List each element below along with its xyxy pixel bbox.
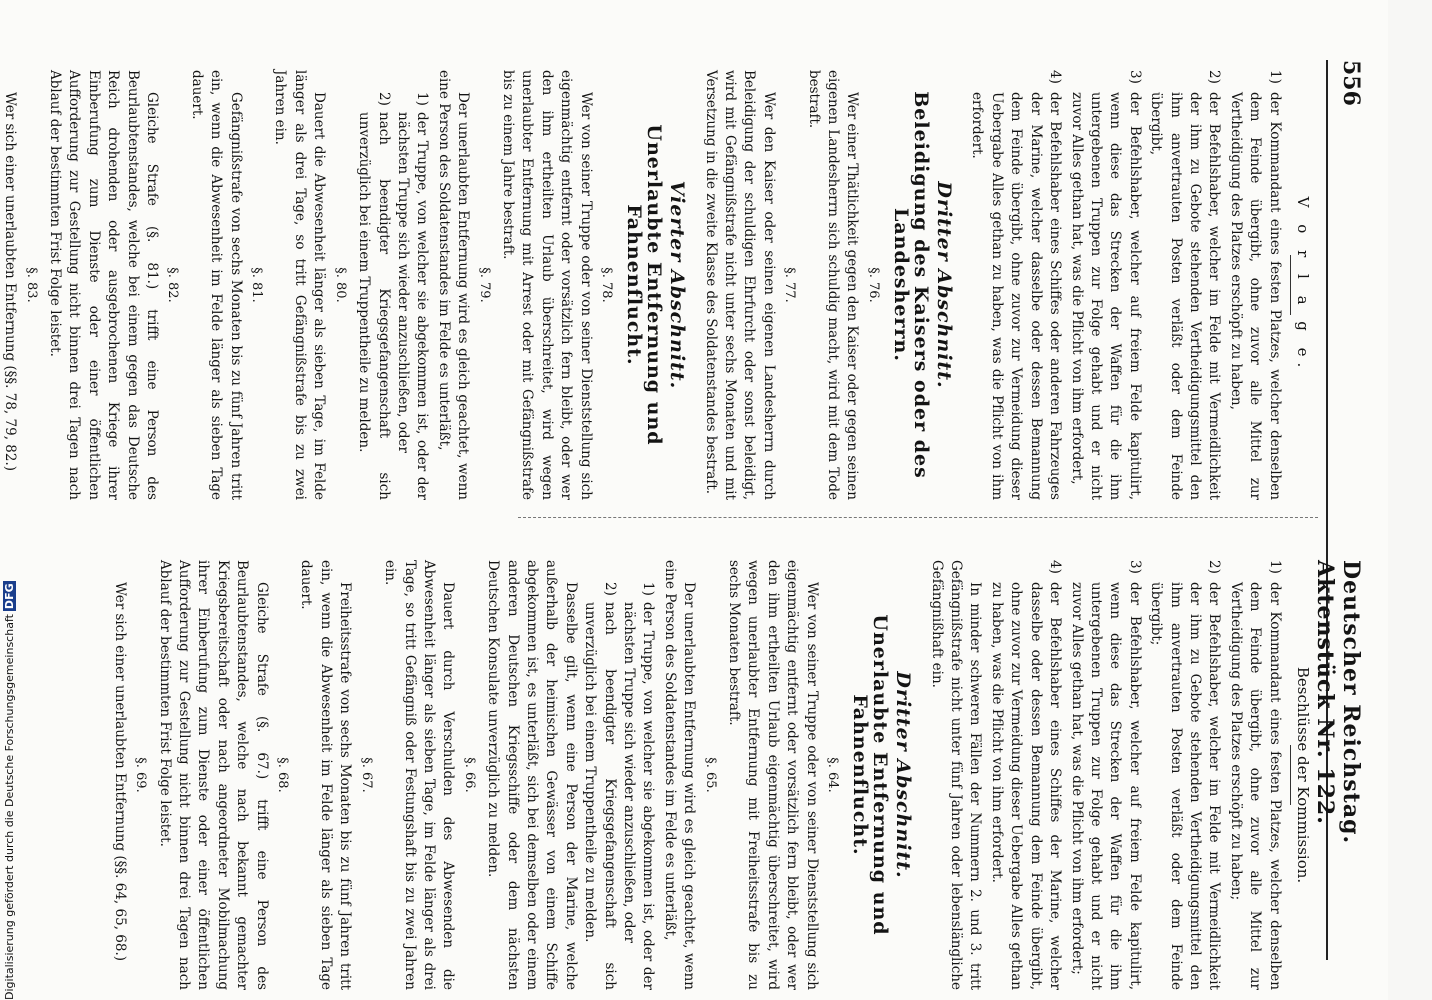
paragraph-text: Der unerlaubten Entfernung wird es gleich geachtet, wenn eine Person des Soldatenstandes im Felde es unterläßt,: [435, 70, 472, 500]
paragraph-mark: §. 64.: [825, 757, 841, 793]
paragraph-text: Wer von seiner Truppe oder von seiner Dienststellung sich eigenmächtig entfernt oder vorsätzlich fern bleibt, oder wer den ihm ertheilten Urlaub eigenmächtig überschreitet, wird wegen unerlaubter Entfernung mit Freiheitsstrafe bis zu sechs Monaten bestraft.: [726, 560, 820, 990]
heading-rule: [1290, 255, 1291, 315]
paragraph-mark: §. 79.: [476, 267, 492, 303]
list-item: 2) nach beendigter Kriegsgefangenschaft sich unverzüglich bei einem Truppentheile zu melden.: [356, 92, 392, 500]
paragraph-text: Gleiche Strafe (§. 81.) trifft eine Person des Beurlaubtenstandes, welche bei einem gegen das Deutsche Reich drohenden oder ausgebrochenen Kriege ihrer Einberufung zum Dienste oder einer öffentlichen Aufforderung zur Gestellung nicht binnen drei Tagen nach Ablauf der bestimmten Frist Folge leistet.: [47, 70, 161, 500]
paragraph-text: In minder schweren Fällen der Nummern 2. und 3. tritt Gefängnißstrafe nicht unter fünf Jahren oder lebenslängliche Gefängnißhaft ein.: [928, 560, 984, 990]
page-header: [1312, 60, 1368, 960]
numbered-list: [967, 70, 1284, 500]
section-title: Dritter Abschnitt.: [892, 671, 915, 879]
column-heading-vorlage: V o r l a g e.: [1294, 196, 1312, 374]
column-heading-beschluesse: Beschlüsse der Kommission.: [1294, 666, 1312, 884]
section-title: Dritter Abschnitt.: [933, 181, 956, 389]
list-item: 2) der Befehlshaber, welcher im Felde mit Vermeidlichkeit der ihm zu Gebote stehenden Vertheidigungsmittel den ihm anvertrauten Posten verläßt oder dem Feinde übergibt,: [1148, 70, 1223, 500]
numbered-list: [987, 560, 1284, 990]
paragraph-mark: §. 76.: [865, 267, 881, 303]
paragraph-text: Wer einer Thätlichkeit gegen den Kaiser oder gegen seinen eigenen Landesherrn sich schuldig macht, wird mit dem Tode bestraft.: [805, 70, 861, 500]
digitization-credit: [3, 581, 16, 1000]
sub-list: [580, 582, 658, 990]
list-item: 2) nach beendigter Kriegsgefangenschaft sich unverzüglich bei einem Truppentheile zu melden.: [582, 582, 618, 990]
section-title: Vierter Abschnitt.: [666, 180, 689, 390]
list-item: 1) der Kommandant eines festen Platzes, welcher denselben dem Feinde übergibt, ohne zuvor alle Mittel zur Vertheidigung des Platzes erschöpft zu haben;: [1227, 560, 1283, 990]
section-subtitle: Unerlaubte Entfernung und Fahnenflucht.: [623, 124, 665, 446]
heading-rule: [1290, 745, 1291, 805]
paragraph-mark: §. 81.: [249, 267, 265, 303]
column-divider: [518, 517, 1318, 518]
list-item: 2) der Befehlshaber, welcher im Felde mit Vermeidlichkeit der ihm zu Gebote stehenden Vertheidigungsmittel den ihm anvertrauten Posten verläßt oder dem Feinde übergibt;: [1148, 560, 1223, 990]
paragraph-mark: §. 80.: [332, 267, 348, 303]
list-item: 3) der Befehlshaber, welcher auf freiem Felde kapitulirt, wenn diese das Strecken der Waffen für die ihm untergebenen Truppen zur Folge gehabt und er nicht zuvor Alles gethan hat, was die Pflicht von ihm erfordert;: [1068, 560, 1143, 990]
paragraph-text: Wer sich einer unerlaubten Entfernung (§§. 64, 65, 68.): [111, 582, 128, 962]
paragraph-text: Freiheitsstrafe von sechs Monaten bis zu fünf Jahren tritt ein, wenn die Abwesenheit im Felde länger als sieben Tage dauert.: [298, 560, 354, 990]
section-subtitle: Beleidigung des Kaisers oder des Landesherrn.: [890, 91, 932, 479]
paragraph-mark: §. 69.: [133, 757, 149, 793]
left-column-vorlage: [0, 70, 1316, 500]
paragraph-text: Dasselbe gilt, wenn eine Person der Marine, welche außerhalb der heimischen Gewässer von einem Schiffe abgekommen ist, es unterläßt, sich bei demselben oder einem anderen Deutschen Kriegsschiffe oder dem nächsten Deutschen Konsulate unverzüglich zu melden.: [485, 560, 579, 990]
right-column-beschluesse: [107, 560, 1316, 990]
paragraph-text: Wer sich einer unerlaubten Entfernung (§§. 78, 79, 82.): [2, 92, 19, 472]
paragraph-mark: §. 77.: [782, 267, 798, 303]
paragraph-mark: §. 66.: [461, 757, 477, 793]
paragraph-text: Dauert die Abwesenheit länger als sieben Tage, im Felde länger als drei Tage, so tritt Gefängnißstrafe bis zu zwei Jahren ein.: [272, 70, 328, 500]
paragraph-text: Wer von seiner Truppe oder von seiner Dienststellung sich eigenmächtig entfernt oder vorsätzlich fern bleibt, oder wer den ihm ertheilten Urlaub überschreitet, wird wegen unerlaubter Entfernung mit Arrest oder mit Gefängnißstrafe bis zu einem Jahre bestraft.: [499, 70, 594, 500]
credit-text: Digitalisierung gefördert durch die Deutsche Forschungsgemeinschaft: [3, 614, 16, 1000]
dfg-logo: DFG: [3, 583, 16, 610]
list-item: 4) der Befehlshaber eines Schiffes oder anderen Fahrzeuges der Marine, welcher dasselbe oder dessen Bemannung dem Feinde übergibt, ohne zuvor zur Vermeidung dieser Uebergabe Alles gethan zu haben, was die Pflicht von ihm erfordert.: [969, 70, 1064, 500]
paragraph-text: Wer den Kaiser oder seinen eigenen Landesherrn durch Beleidigung der schuldigen Ehrfurcht oder sonst beleidigt, wird mit Gefängnißstrafe nicht unter sechs Monaten und mit Versetzung in die zweite Klasse des Soldatenstandes bestraft.: [702, 70, 777, 500]
list-item: 3) der Befehlshaber, welcher auf freiem Felde kapitulirt, wenn diese das Strecken der Waffen für die ihm untergebenen Truppen zur Folge gehabt und er nicht zuvor Alles gethan hat, was die Pflicht von ihm erfordert,: [1068, 70, 1143, 500]
paragraph-mark: §. 82.: [165, 267, 181, 303]
paragraph-mark: §. 83.: [23, 267, 39, 303]
paragraph-mark: §. 78.: [599, 267, 614, 303]
list-item: 1) der Truppe, von welcher sie abgekommen ist, oder der nächsten Truppe sich wieder anzuschließen, oder: [394, 92, 431, 500]
paragraph-text: Gleiche Strafe (§. 67.) trifft eine Person des Beurlaubtenstandes, welche nach bekannt gemachter Kriegsbereitschaft oder nach angeordneter Mobilmachung ihrer Einberufung zum Dienste oder einer öffentlichen Aufforderung zur Gestellung nicht binnen drei Tagen nach Ablauf der bestimmten Frist Folge leistet.: [156, 560, 270, 990]
journal-title: Deutscher Reichstag. Aktenstück Nr. 122.: [1312, 560, 1364, 845]
sub-list: [354, 92, 432, 500]
paragraph-mark: §. 67.: [358, 757, 374, 793]
paragraph-text: Der unerlaubten Entfernung wird es gleich geachtet, wenn eine Person des Soldatenstandes im Felde es unterläßt,: [661, 560, 698, 990]
list-item: 4) der Befehlshaber eines Schiffes der Marine, welcher dasselbe oder dessen Bemannung dem Feinde übergibt, ohne zuvor zur Vermeidung dieser Uebergabe Alles gethan zu haben, was die Pflicht von ihm erfordert.: [988, 560, 1064, 990]
page-number: 556: [1338, 60, 1364, 106]
paragraph-mark: §. 68.: [275, 757, 291, 793]
section-subtitle: Unerlaubte Entfernung und Fahnenflucht.: [849, 614, 891, 936]
list-item: 1) der Truppe, von welcher sie abgekommen ist, oder der nächsten Truppe sich wieder anzuschließen, oder: [621, 582, 657, 990]
paragraph-mark: §. 65.: [702, 757, 718, 793]
paragraph-text: Dauert durch Verschulden des Abwesenden die Abwesenheit länger als sieben Tage, im Felde länger als drei Tage, so tritt Gefängniß oder Festungshaft bis zu zwei Jahren ein.: [382, 560, 457, 990]
paragraph-text: Gefängnißstrafe von sechs Monaten bis zu fünf Jahren tritt ein, wenn die Abwesenheit im Felde länger als sieben Tage dauert.: [188, 70, 244, 500]
list-item: 1) der Kommandant eines festen Platzes, welcher denselben dem Feinde übergibt, ohne zuvor alle Mittel zur Vertheidigung des Platzes erschöpft zu haben,: [1227, 70, 1283, 500]
